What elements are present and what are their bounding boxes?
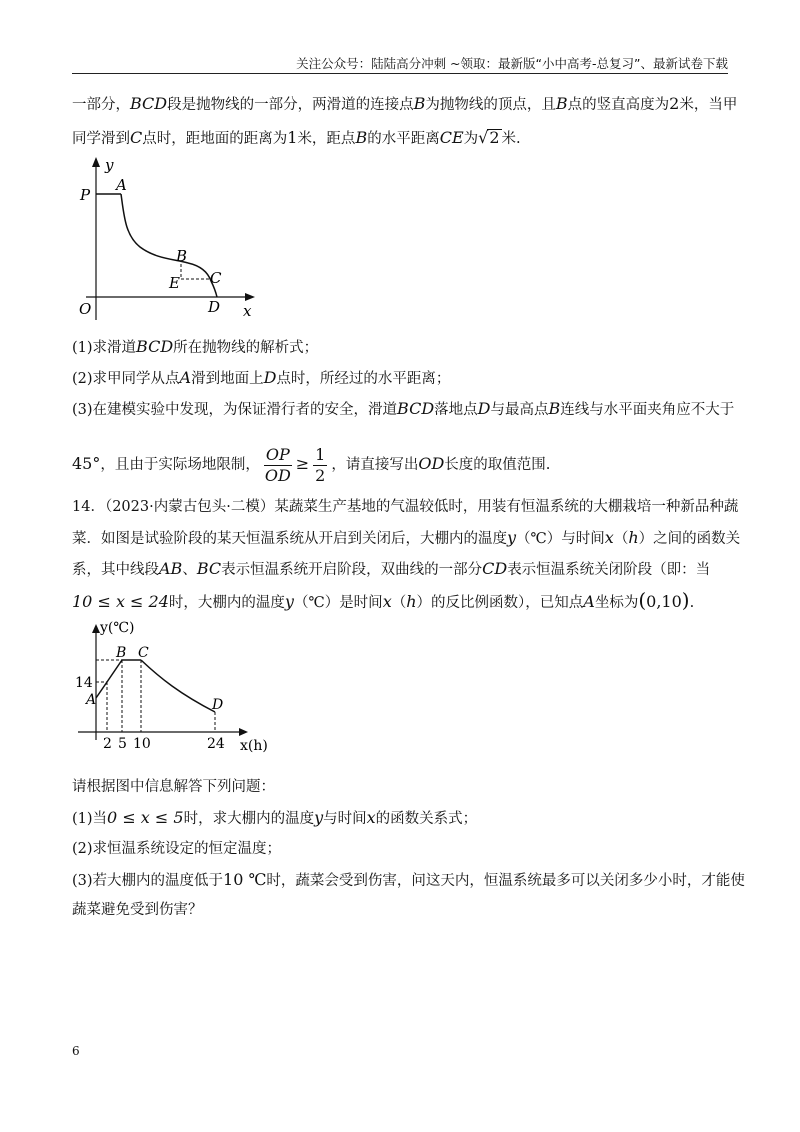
label-p: P	[80, 186, 91, 204]
tick-2: 2	[103, 736, 112, 752]
p14-line-3: 系，其中线段AB、BC表示恒温系统开启阶段，双曲线的一部分CD表示恒温系统关闭阶段（即：当	[72, 559, 711, 578]
page-number: 6	[72, 1044, 80, 1058]
p14-question-3-line-1: (3)若大棚内的温度低于10 ℃时，蔬菜会受到伤害，问这天内，恒温系统最多可以关闭多少小时，才能使	[72, 870, 745, 889]
p14-line-1: 14．（2023·内蒙古包头·二模）某蔬菜生产基地的气温较低时，用装有恒温系统的大棚栽培一种新品种蔬	[72, 499, 739, 515]
label-c: C	[138, 645, 149, 661]
tick-5: 5	[118, 736, 127, 752]
temperature-figure	[72, 616, 282, 756]
p13-line-1: 一部分，BCD段是抛物线的一部分，两滑道的连接点B为抛物线的顶点，且B点的竖直高度为2米，当甲	[72, 94, 738, 113]
fraction-op-od: $\frac{OP}{OD}$	[264, 444, 291, 485]
p14-question-3-line-2: 蔬菜避免受到伤害？	[72, 902, 203, 918]
x-axis-arrow	[245, 293, 255, 301]
p13-question-3-line-2: 45°，且由于实际场地限制， $\frac{OP}{OD}$ ≥ $\frac{1}{2}$ ，请直接写出OD长度的取值范围.	[72, 444, 551, 485]
segments-abc	[96, 660, 141, 698]
p13-line-2: 同学滑到C点时，距地面的距离为1米，距点B的水平距离CE为√2 米.	[72, 128, 521, 147]
label-d: D	[208, 298, 221, 316]
x-axis-arrow	[239, 728, 248, 736]
header-rule	[72, 73, 728, 74]
label-b: B	[176, 247, 188, 265]
label-a: A	[86, 692, 97, 708]
hyperbola-cd	[141, 660, 215, 712]
p13-question-1: (1)求滑道BCD所在抛物线的解析式；	[72, 337, 319, 356]
label-c: C	[210, 269, 222, 287]
y-axis-arrow	[92, 624, 100, 633]
label-e: E	[169, 274, 180, 292]
p14-question-1: (1)当0 ≤ x ≤ 5时，求大棚内的温度y与时间x的函数关系式；	[72, 808, 478, 827]
tick-24: 24	[207, 736, 225, 752]
slide-figure	[72, 155, 262, 325]
p13-question-2: (2)求甲同学从点A滑到地面上D点时，所经过的水平距离；	[72, 368, 451, 387]
label-14: 14	[75, 675, 93, 691]
label-d: D	[212, 697, 224, 713]
label-x: x	[243, 302, 252, 320]
p14-line-4: 10 ≤ x ≤ 24时，大棚内的温度y（℃）是时间x（h）的反比例函数），已知点A坐标为(0,10).	[72, 588, 695, 612]
fraction-half: $\frac{1}{2}$	[315, 444, 326, 485]
p14-question-2: (2)求恒温系统设定的恒定温度；	[72, 841, 282, 857]
label-o: O	[79, 300, 92, 318]
tick-10: 10	[133, 736, 151, 752]
p13-question-3-line-1: (3)在建模实验中发现，为保证滑行者的安全，滑道BCD落地点D与最高点B连线与水平面夹角应不大于	[72, 399, 735, 418]
page-header: 关注公众号：陆陆高分冲刺 ~领取：最新版“小中高考-总复习”、最新试卷下载	[296, 56, 728, 71]
label-y: y	[105, 156, 114, 174]
label-y-axis: y(℃)	[100, 620, 135, 636]
label-a: A	[116, 176, 127, 194]
label-x-axis: x(h)	[240, 738, 268, 754]
y-axis-arrow	[92, 157, 100, 167]
p14-line-2: 菜．如图是试验阶段的某天恒温系统从开启到关闭后，大棚内的温度y（℃）与时间x（h）之间的函数关	[72, 528, 741, 547]
label-b: B	[116, 645, 127, 661]
p14-intro: 请根据图中信息解答下列问题：	[72, 779, 275, 795]
